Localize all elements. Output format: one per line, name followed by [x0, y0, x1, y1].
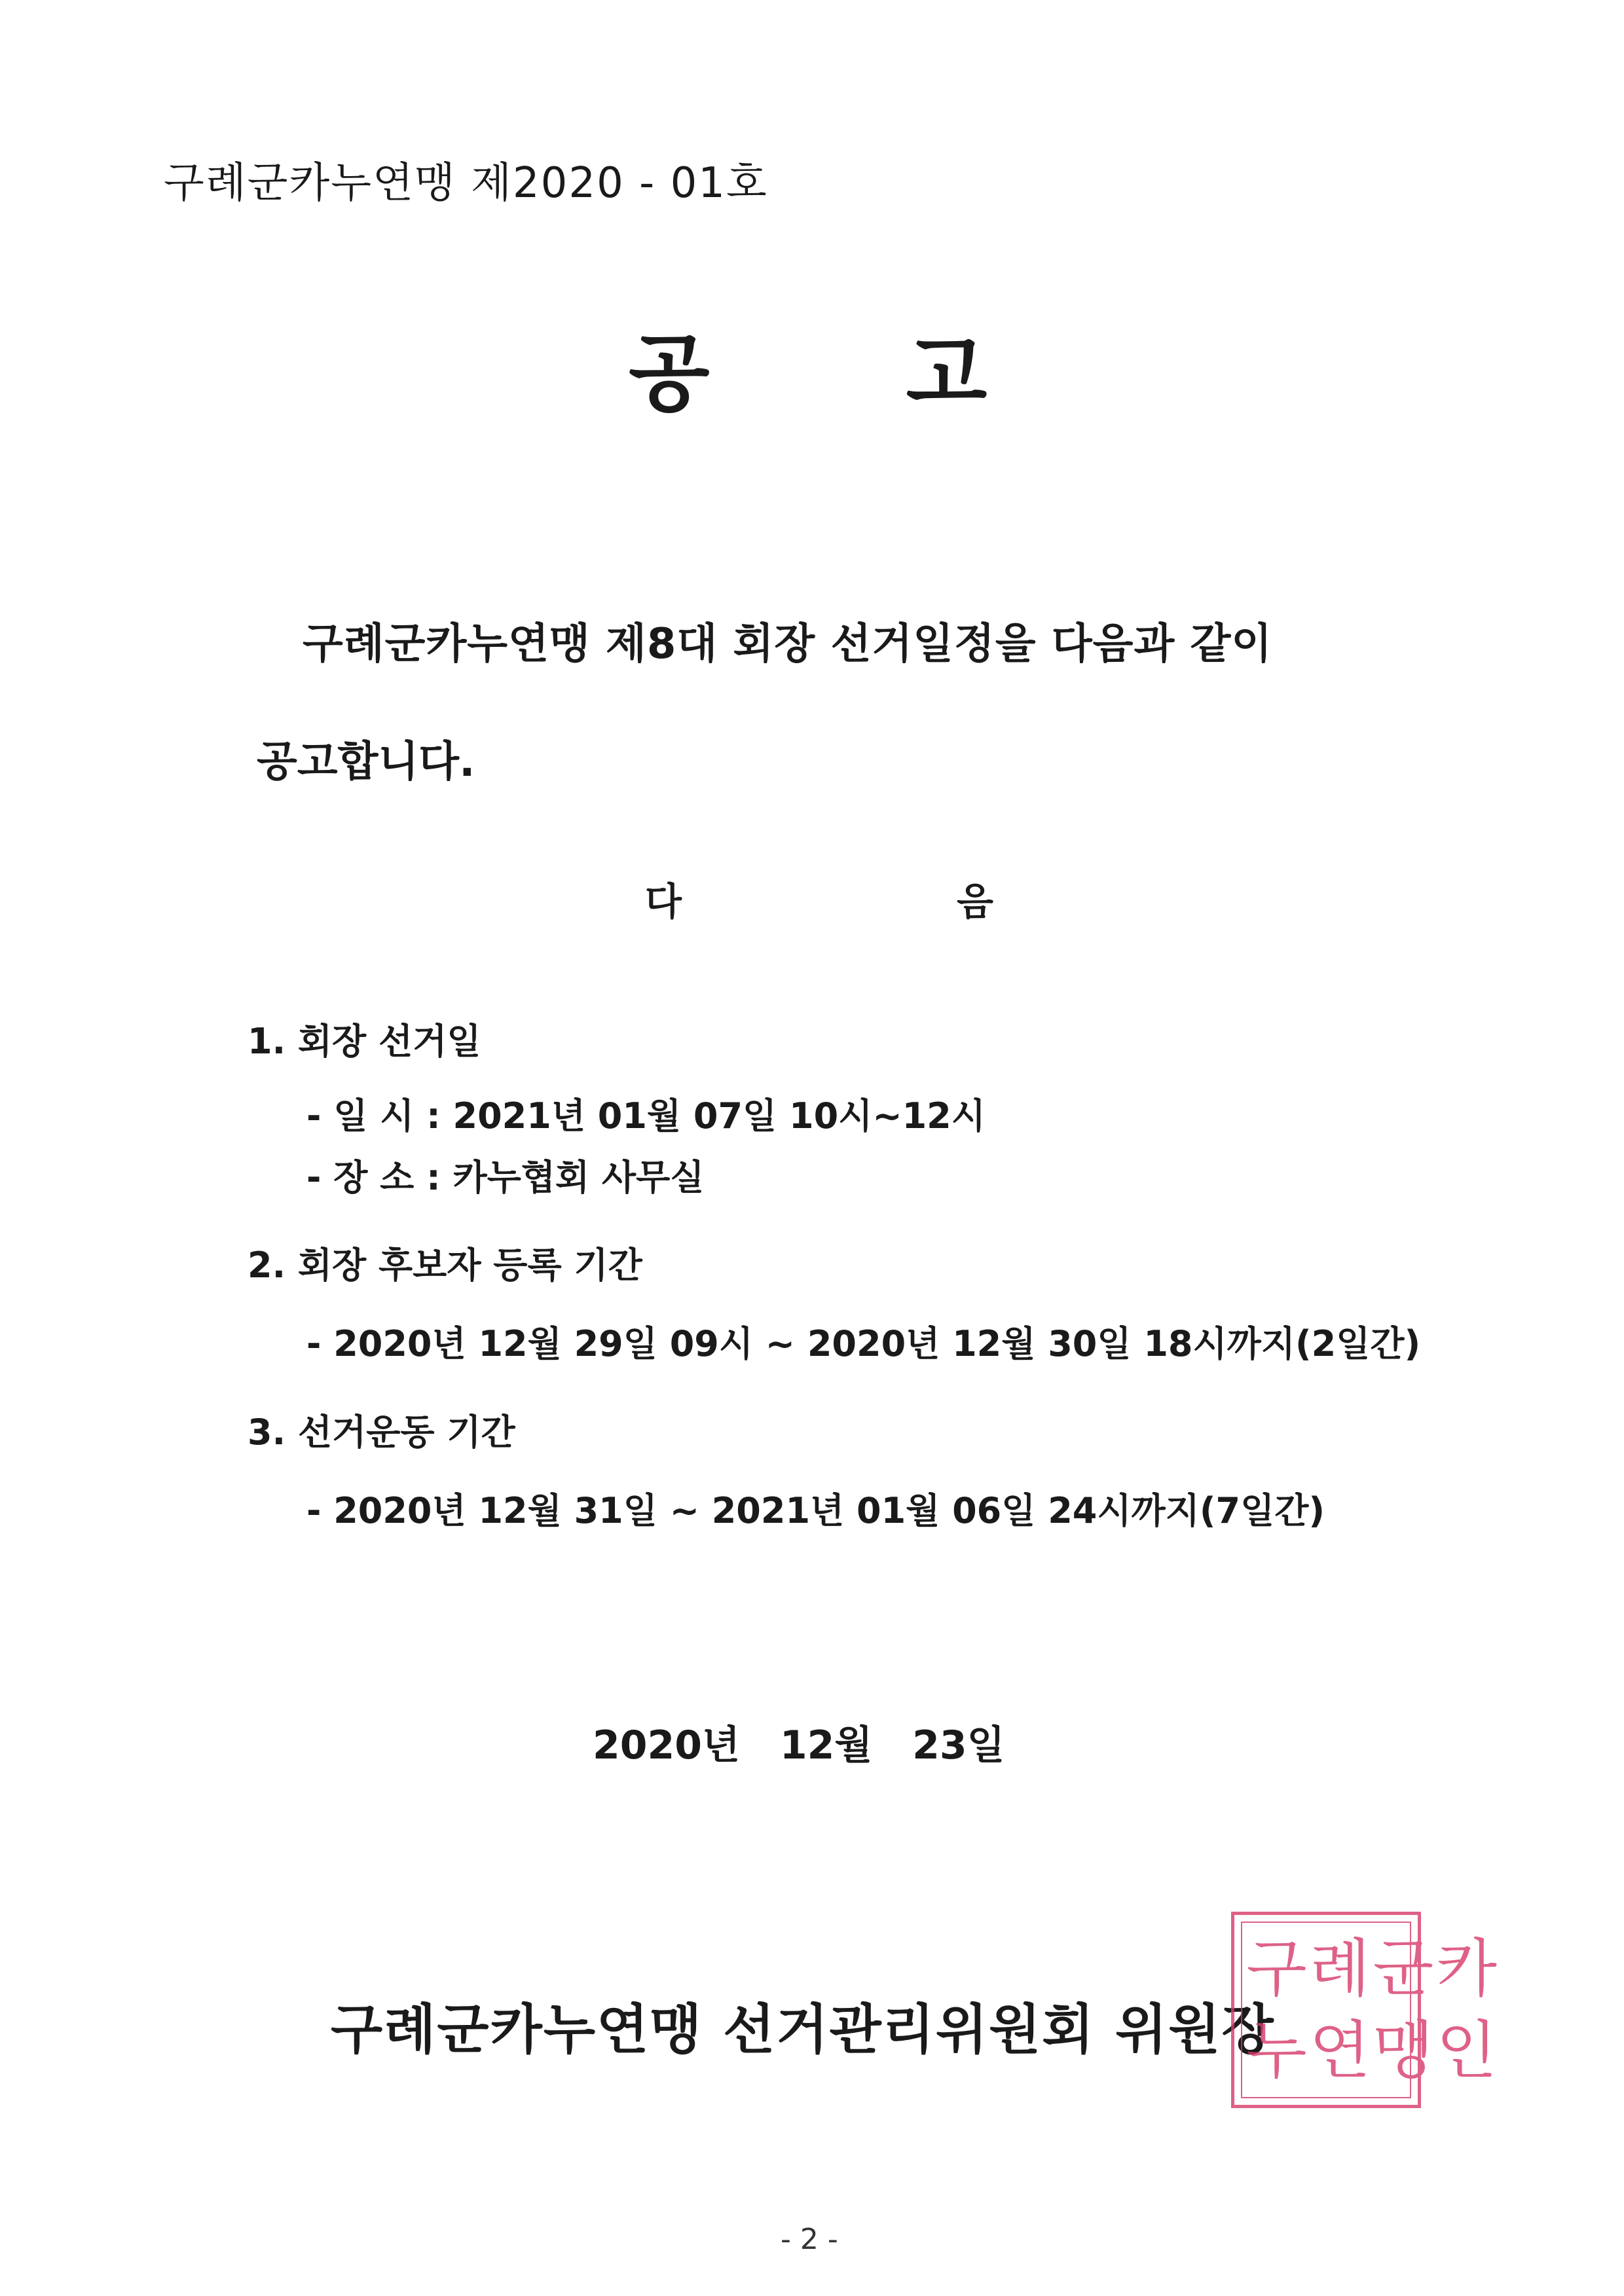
- title-char-1: 공: [629, 325, 710, 423]
- official-seal: [1231, 1912, 1500, 2108]
- item-1-detail-place: - 장 소 : 카누협회 사무실: [306, 1157, 705, 1198]
- section-heading: [645, 871, 993, 926]
- seal-text-line-2: 누연맹인: [1246, 2014, 1500, 2087]
- item-2-title: 2. 회장 후보자 등록 기간: [248, 1245, 642, 1286]
- item-2-detail-period: - 2020년 12월 29일 09시 ~ 2020년 12월 30일 18시까지(2일간): [306, 1323, 1421, 1364]
- issue-date: 2020년 12월 23일: [593, 1722, 1005, 1768]
- section-heading-char-2: 음: [957, 879, 994, 924]
- intro-text-line-2: 공고합니다.: [257, 738, 475, 786]
- item-1-detail-datetime: - 일 시 : 2021년 01월 07일 10시~12시: [306, 1095, 986, 1137]
- item-1-title: 1. 회장 선거일: [248, 1021, 481, 1062]
- signature-line: 구례군카누연맹 선거관리위원회 위원장: [331, 1999, 1275, 2061]
- seal-text: [1246, 1928, 1500, 2092]
- document-number: 구례군카누연맹 제2020 - 01호: [164, 159, 768, 208]
- item-3-detail-period: - 2020년 12월 31일 ~ 2021년 01월 06일 24시까지(7일간): [306, 1490, 1325, 1531]
- seal-text-line-1: 구례군카: [1246, 1932, 1500, 2005]
- page-number: - 2 -: [781, 2223, 838, 2256]
- intro-text-line-1: 구례군카누연맹 제8대 회장 선거일정을 다음과 같이: [303, 620, 1273, 668]
- item-3-title: 3. 선거운동 기간: [248, 1412, 515, 1453]
- section-heading-char-1: 다: [645, 879, 682, 924]
- document-title: [629, 306, 987, 427]
- title-char-2: 고: [906, 325, 987, 423]
